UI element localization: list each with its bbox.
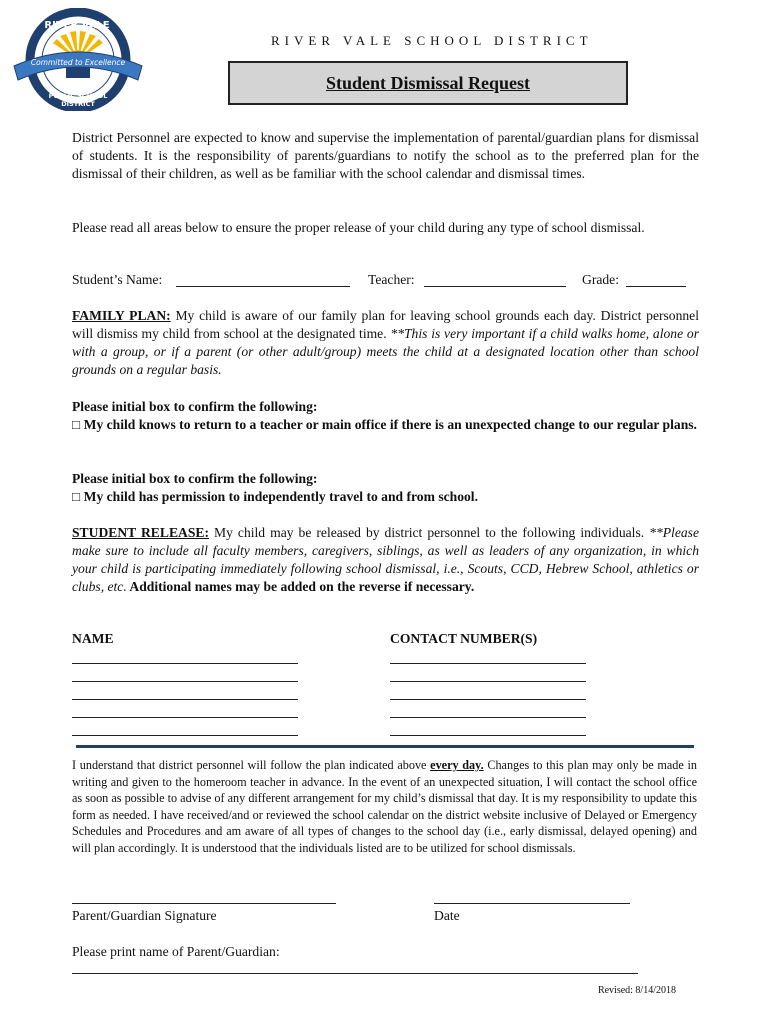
agreement-paragraph (72, 757, 697, 856)
contact-name-field[interactable] (72, 681, 298, 682)
agreement-text-before: I understand that district personnel will follow the plan indicated above (72, 758, 431, 772)
intro-paragraph-1: District Personnel are expected to know and supervise the implementation of parental/guardian plans for dismissal of students. It is the responsibility of parents/guardians to notify the school as to the preferred plan for the dismissal of their children, as well as be familiar with the school calendar and dismissal times. (72, 130, 699, 181)
teacher-label: Teacher: (368, 272, 415, 287)
student-release-heading: STUDENT RELEASE: (72, 525, 209, 540)
signature-label: Parent/Guardian Signature (72, 908, 217, 923)
date-field[interactable] (434, 903, 630, 904)
confirm-2-heading: Please initial box to confirm the following: (72, 471, 318, 486)
confirm-1-heading: Please initial box to confirm the following: (72, 399, 318, 414)
revised-date: Revised: 8/14/2018 (597, 985, 676, 996)
contact-name-field[interactable] (72, 663, 298, 664)
confirm-1-checkbox[interactable]: □ (72, 417, 81, 432)
district-logo (10, 8, 145, 111)
section-divider (76, 745, 694, 748)
contact-number-field[interactable] (390, 699, 586, 700)
agreement-emphasis: every day. (430, 758, 484, 772)
family-plan-text: My child is aware of our family plan for leaving school grounds each day. District personnel will dismiss my child from school at the designated time. (72, 308, 699, 341)
confirm-1-text: My child knows to return to a teacher or main office if there is an unexpected change to our regular plans. (80, 417, 697, 432)
title-box (228, 61, 628, 105)
contact-number-field[interactable] (390, 717, 586, 718)
contact-number-field[interactable] (390, 663, 586, 664)
agreement-text-after: Changes to this plan may only be made in writing and given to the homeroom teacher in advance. In the event of an unexpected situation, I will contact the school office as soon as possible to advise of any different arrangement for my child’s dismissal that day. It is my responsibility to update this form as needed. I have received/and or reviewed the school calendar on the district website inclusive of Delayed or Emergency Schedules and Procedures and am aware of all types of changes to the school day (i.e., early dismissal, delayed opening) and will plan accordingly. It is understood that the individuals listed are to be utilized for school dismissals. (72, 758, 697, 855)
logo-top-text: RIVER VALE (44, 20, 110, 31)
student-name-label: Student’s Name: (72, 272, 163, 287)
grade-field[interactable] (626, 286, 686, 287)
print-name-field[interactable] (72, 973, 638, 974)
confirm-2-item (72, 488, 699, 506)
family-plan-note: **This is very important if a child walks home, alone or with a group, or if a parent (or other adult/group) meets the child at a designated location other than school grounds on a regular basis. (72, 326, 699, 377)
logo-bottom-text: PUBLIC SCHOOL DISTRICT (48, 92, 108, 108)
name-column-header: NAME (72, 631, 114, 646)
contact-number-field[interactable] (390, 681, 586, 682)
contact-number-field[interactable] (390, 735, 586, 736)
print-name-label: Please print name of Parent/Guardian: (72, 944, 280, 959)
contact-name-field[interactable] (72, 735, 298, 736)
contact-name-field[interactable] (72, 699, 298, 700)
family-plan-heading: FAMILY PLAN: (72, 308, 171, 323)
confirm-1-item (72, 416, 699, 434)
logo-ribbon-text: Committed to Excellence (30, 58, 126, 67)
contact-column-header: CONTACT NUMBER(S) (390, 631, 538, 646)
page-title: Student Dismissal Request (325, 72, 531, 93)
confirm-2-text: My child has permission to independently travel to and from school. (80, 489, 478, 504)
date-label: Date (434, 908, 460, 923)
contact-name-field[interactable] (72, 717, 298, 718)
intro-paragraph-2: Please read all areas below to ensure the proper release of your child during any type of school dismissal. (72, 220, 645, 235)
student-release-section (72, 524, 699, 596)
student-name-field[interactable] (176, 286, 350, 287)
student-release-text: My child may be released by district personnel to the following individuals. (208, 525, 650, 540)
confirm-2-checkbox[interactable]: □ (72, 489, 81, 504)
district-name: RIVER VALE SCHOOL DISTRICT (271, 33, 593, 48)
family-plan-section (72, 307, 699, 379)
grade-label: Grade: (582, 272, 619, 287)
student-release-additional: Additional names may be added on the reverse if necessary. (126, 579, 475, 594)
teacher-field[interactable] (424, 286, 566, 287)
signature-field[interactable] (72, 903, 336, 904)
student-release-note: **Please make sure to include all faculty members, caregivers, siblings, as well as leaders of any organization, in which your child is participating immediately following school dismissal, i.e., Scouts, CCD, Hebrew School, athletics or clubs, etc. (72, 525, 699, 594)
